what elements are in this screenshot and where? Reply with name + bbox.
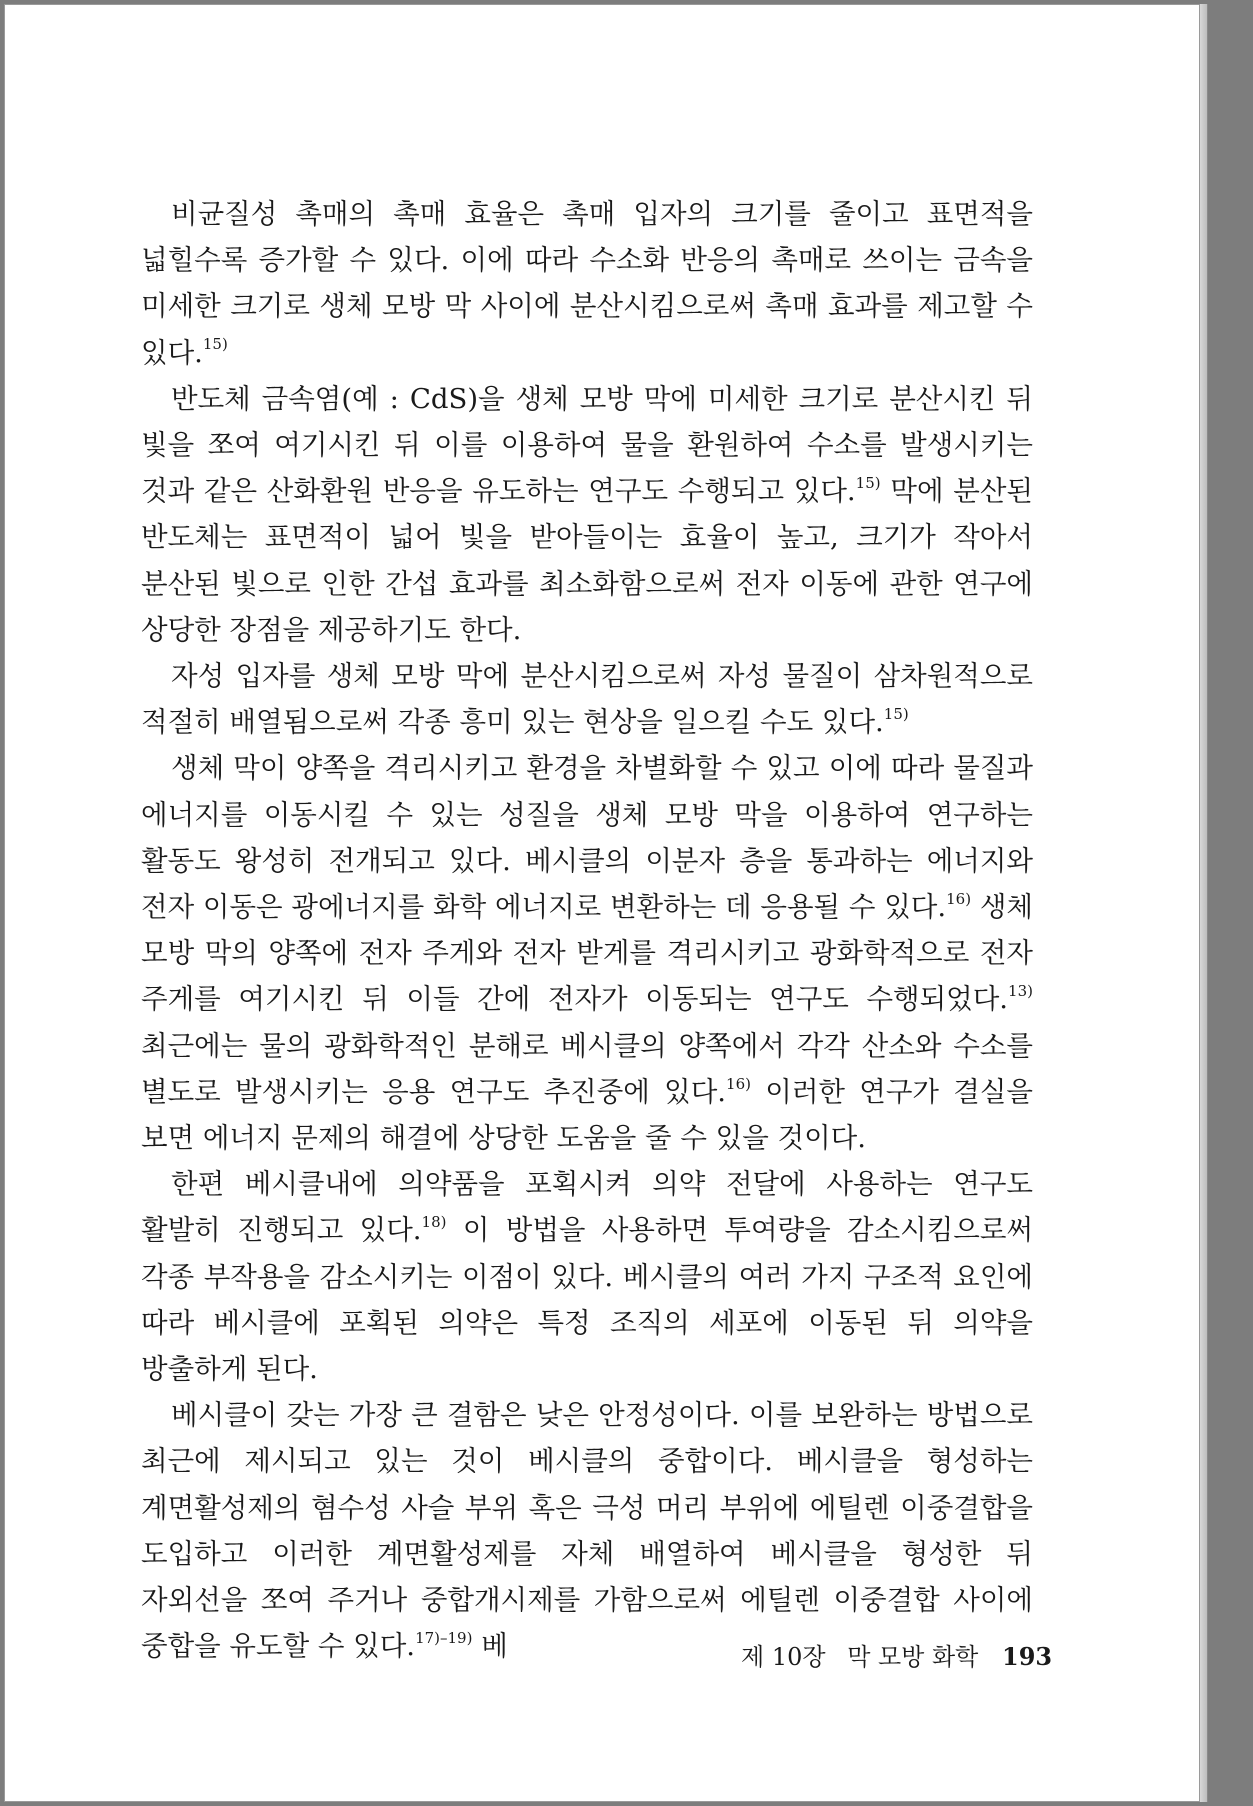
page-number: 193: [1002, 1642, 1053, 1671]
footnote-reference: 18): [421, 1213, 447, 1232]
footnote-reference: 15): [883, 705, 909, 724]
section-title: 막 모방 화학: [847, 1643, 979, 1671]
footnote-reference: 16): [726, 1074, 751, 1093]
chapter-label: 제 10장: [741, 1643, 826, 1671]
text-segment: 이러한 연구가 결실을 보면 에너지 문제의 해결에 상당한 도움을 줄 수 있을 것이다.: [141, 1075, 1033, 1155]
page-edge: [1200, 4, 1208, 1802]
footnote-reference: 17)–19): [415, 1629, 473, 1648]
text-segment: 베시클이 갖는 가장 큰 결함은 낮은 안정성이다. 이를 보완하는 방법으로 최근에 제시되고 있는 것이 베시클의 중합이다. 베시클을 형성하는 계면활성제의 혐수성 사슬 부위 혹은 극성 머리 부위에 에틸렌 이중결합을 도입하고 이러한 계면활성제를 자체 배열하여 베시클을 형성한 뒤 자외선을 쪼여 주거나 중합개시제를 가함으로써 에틸렌 이중결합 사이에 중합을 유도할 수 있다.: [141, 1399, 1033, 1663]
body-text: [141, 191, 1033, 1670]
paragraph: [141, 376, 1033, 653]
footnote-reference: 15): [855, 474, 881, 493]
page-footer: [741, 1637, 1052, 1672]
text-segment: 막에 분산된 반도체는 표면적이 넓어 빛을 받아들이는 효율이 높고, 크기가 작아서 분산된 빛으로 인한 간섭 효과를 최소화함으로써 전자 이동에 관한 연구에 상당한 장점을 제공하기도 한다.: [141, 475, 1033, 646]
paragraph: [141, 745, 1033, 1161]
footnote-reference: 16): [946, 889, 972, 908]
text-segment: 생체 막이 양쪽을 격리시키고 환경을 차별화할 수 있고 이에 따라 물질과 에너지를 이동시킬 수 있는 성질을 생체 모방 막을 이용하여 연구하는 활동도 왕성히 전개되고 있다. 베시클의 이분자 층을 통과하는 에너지와 전자 이동은 광에너지를 화학 에너지로 변환하는 데 응용될 수 있다.: [141, 752, 1033, 924]
text-segment: 이 방법을 사용하면 투여량을 감소시킴으로써 각종 부작용을 감소시키는 이점이 있다. 베시클의 여러 가지 구조적 요인에 따라 베시클에 포획된 의약은 특정 조직의 세포에 이동된 뒤 의약을 방출하게 된다.: [141, 1214, 1033, 1386]
text-segment: 최근에는 물의 광화학적인 분해로 베시클의 양쪽에서 각각 산소와 수소를 별도로 발생시키는 응용 연구도 추진중에 있다.: [141, 1029, 1033, 1108]
paragraph: [141, 191, 1033, 376]
text-segment: 생체 모방 막의 양쪽에 전자 주게와 전자 받게를 격리시키고 광화학적으로 전자 주게를 여기시킨 뒤 이들 간에 전자가 이동되는 연구도 수행되었다.: [141, 891, 1033, 1016]
paragraph: [141, 1392, 1033, 1669]
book-page: [4, 4, 1200, 1802]
text-segment: 비균질성 촉매의 촉매 효율은 촉매 입자의 크기를 줄이고 표면적을 넓힐수록 증가할 수 있다. 이에 따라 수소화 반응의 촉매로 쓰이는 금속을 미세한 크기로 생체 모방 막 사이에 분산시킴으로써 촉매 효과를 제고할 수 있다.: [141, 198, 1033, 369]
footnote-reference: 13): [1008, 982, 1033, 1001]
text-segment: 베: [472, 1630, 508, 1663]
footnote-reference: 15): [202, 335, 228, 354]
text-segment: 자성 입자를 생체 모방 막에 분산시킴으로써 자성 물질이 삼차원적으로 적절히 배열됨으로써 각종 흥미 있는 현상을 일으킬 수도 있다.: [141, 660, 1033, 739]
text-segment: 한편 베시클내에 의약품을 포획시켜 의약 전달에 사용하는 연구도 활발히 진행되고 있다.: [141, 1168, 1033, 1247]
paragraph: [141, 1161, 1033, 1392]
text-segment: 반도체 금속염(예 : CdS)을 생체 모방 막에 미세한 크기로 분산시킨 뒤 빛을 쪼여 여기시킨 뒤 이를 이용하여 물을 환원하여 수소를 발생시키는 것과 같은 산화환원 반응을 유도하는 연구도 수행되고 있다.: [141, 382, 1033, 508]
paragraph: [141, 653, 1033, 745]
